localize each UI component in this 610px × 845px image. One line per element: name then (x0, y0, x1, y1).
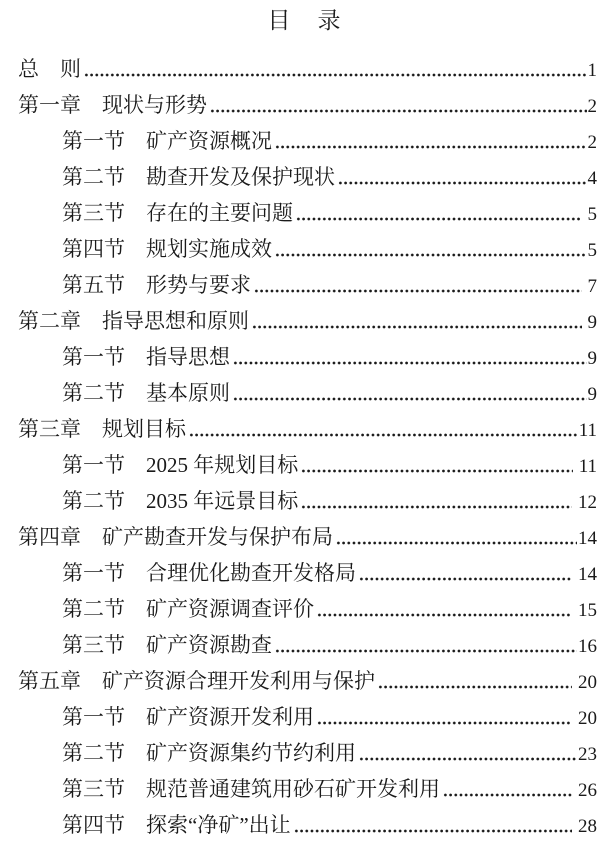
toc-entry-label: 第一节 合理优化勘查开发格局 (62, 561, 356, 586)
toc-entry-page: 1 (587, 60, 597, 82)
dot-leader (275, 253, 587, 257)
toc-entry-page: 11 (573, 456, 597, 478)
dot-leader (233, 361, 587, 365)
dot-leader (359, 577, 572, 581)
toc-entry-label: 第一章 现状与形势 (18, 93, 207, 118)
toc-entry (0, 447, 610, 483)
dot-leader (317, 613, 572, 617)
dot-leader (275, 649, 577, 653)
toc-entry (0, 87, 610, 123)
dot-leader (443, 793, 572, 797)
toc-entry-page: 11 (578, 420, 597, 442)
toc-entry-label: 第四章 矿产勘查开发与保护布局 (18, 525, 333, 550)
toc-entry-label: 第三节 规范普通建筑用砂石矿开发利用 (62, 777, 440, 802)
toc-entry-page: 16 (578, 636, 597, 658)
toc-entry-label: 第三节 矿产资源勘查 (62, 633, 272, 658)
toc-entry-label: 第四节 规划实施成效 (62, 237, 272, 262)
dot-leader (378, 685, 572, 689)
toc-entry (0, 591, 610, 627)
dot-leader (296, 217, 582, 221)
dot-leader (233, 397, 587, 401)
toc-entry-label: 第一节 矿产资源概况 (62, 129, 272, 154)
dot-leader (275, 145, 587, 149)
toc-entry-label: 第五节 形势与要求 (62, 273, 251, 298)
toc-list (0, 51, 610, 843)
toc-entry (0, 807, 610, 843)
toc-entry (0, 555, 610, 591)
toc-entry-page: 15 (573, 600, 597, 622)
toc-entry-page: 5 (587, 240, 597, 262)
toc-entry (0, 159, 610, 195)
toc-entry (0, 663, 610, 699)
toc-entry-page: 23 (578, 744, 597, 766)
dot-leader (189, 433, 578, 437)
toc-entry-page: 20 (573, 708, 597, 730)
toc-entry (0, 735, 610, 771)
toc-entry-label: 第二节 勘查开发及保护现状 (62, 165, 335, 190)
toc-entry-page: 4 (587, 168, 597, 190)
toc-entry (0, 51, 610, 87)
toc-entry (0, 231, 610, 267)
toc-entry-page: 2 (587, 132, 597, 154)
dot-leader (301, 505, 572, 509)
toc-entry-label: 第二节 矿产资源集约节约利用 (62, 741, 356, 766)
dot-leader (84, 73, 587, 77)
toc-entry (0, 123, 610, 159)
toc-entry (0, 339, 610, 375)
toc-entry-page: 26 (573, 780, 597, 802)
toc-entry-label: 第三节 存在的主要问题 (62, 201, 293, 226)
toc-entry (0, 483, 610, 519)
toc-entry-page: 12 (573, 492, 597, 514)
toc-entry-page: 28 (573, 816, 597, 838)
dot-leader (336, 541, 577, 545)
toc-entry-label: 总 则 (18, 57, 81, 82)
page-title: 目 录 (267, 8, 343, 33)
toc-entry-label: 第三章 规划目标 (18, 417, 186, 442)
dot-leader (294, 829, 573, 833)
toc-entry-label: 第二节 2035 年远景目标 (62, 489, 299, 514)
toc-entry-page: 20 (573, 672, 597, 694)
toc-entry (0, 771, 610, 807)
toc-entry-page: 9 (587, 384, 597, 406)
toc-entry (0, 411, 610, 447)
toc-entry-page: 7 (582, 276, 597, 298)
dot-leader (317, 721, 572, 725)
toc-entry-label: 第四节 探索“净矿”出让 (62, 813, 291, 838)
dot-leader (301, 469, 573, 473)
toc-entry (0, 519, 610, 555)
toc-entry-page: 2 (587, 96, 597, 118)
toc-entry-page: 14 (573, 564, 597, 586)
toc-entry-page: 9 (582, 312, 597, 334)
toc-entry (0, 303, 610, 339)
dot-leader (254, 289, 582, 293)
toc-entry (0, 627, 610, 663)
document-page (0, 6, 610, 843)
toc-entry (0, 375, 610, 411)
dot-leader (210, 109, 587, 113)
toc-entry-label: 第五章 矿产资源合理开发利用与保护 (18, 669, 375, 694)
toc-entry-label: 第一节 指导思想 (62, 345, 230, 370)
dot-leader (338, 181, 587, 185)
toc-entry-label: 第一节 矿产资源开发利用 (62, 705, 314, 730)
toc-entry (0, 195, 610, 231)
toc-entry-page: 5 (582, 204, 597, 226)
toc-entry-page: 14 (578, 528, 597, 550)
toc-entry-label: 第一节 2025 年规划目标 (62, 453, 299, 478)
toc-entry-label: 第二节 矿产资源调查评价 (62, 597, 314, 622)
toc-entry-label: 第二章 指导思想和原则 (18, 309, 249, 334)
toc-entry-label: 第二节 基本原则 (62, 381, 230, 406)
toc-entry (0, 699, 610, 735)
toc-entry-page: 9 (587, 348, 597, 370)
toc-entry (0, 267, 610, 303)
dot-leader (359, 757, 577, 761)
dot-leader (252, 325, 582, 329)
